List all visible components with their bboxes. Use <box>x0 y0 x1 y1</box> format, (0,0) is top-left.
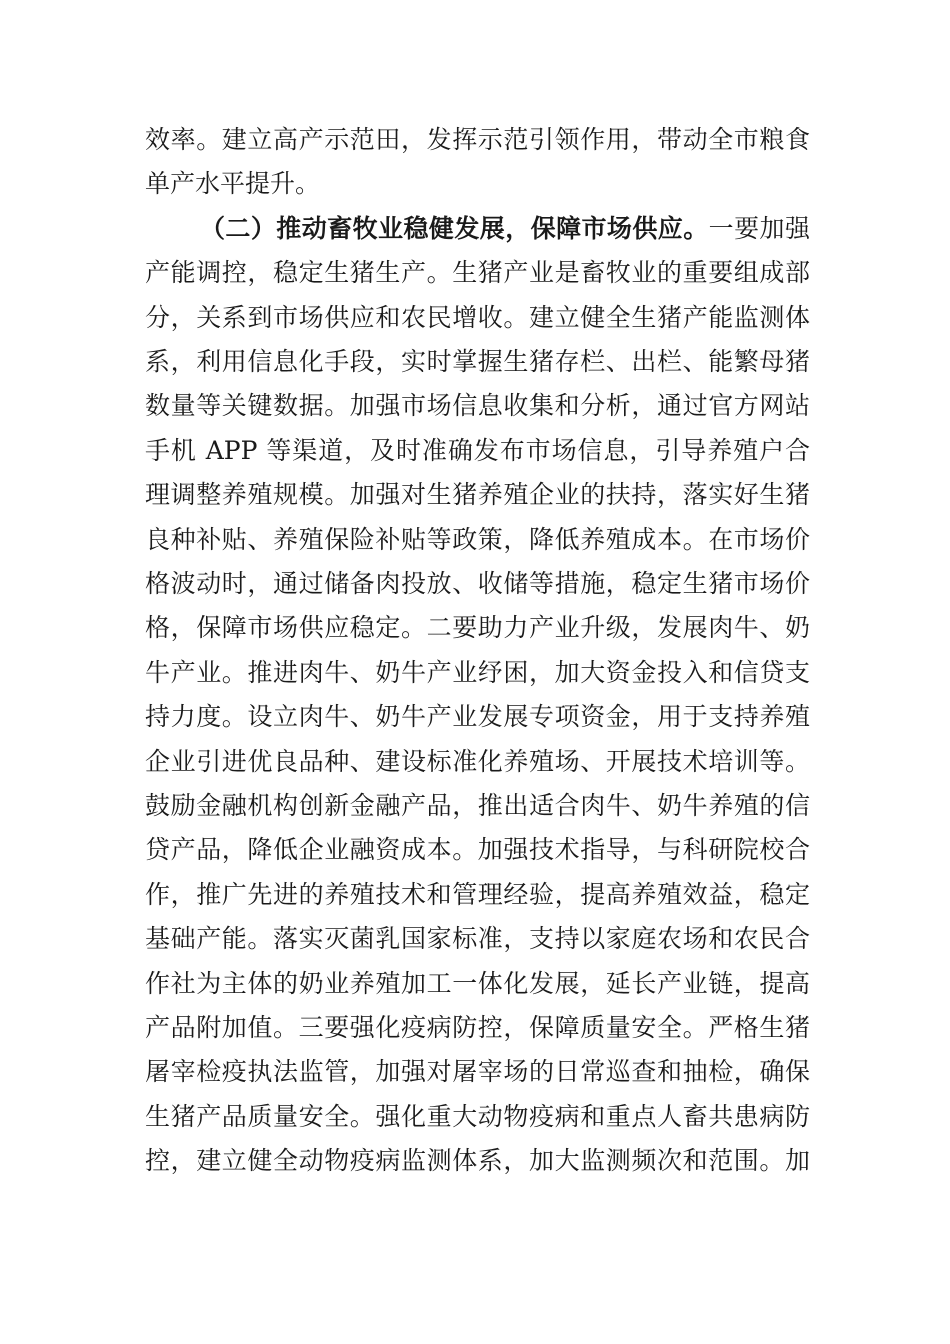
text-line: 格波动时，通过储备肉投放、收储等措施，稳定生猪市场价 <box>145 569 810 598</box>
text-line: 屠宰检疫执法监管，加强对屠宰场的日常巡查和抽检，确保 <box>145 1057 810 1086</box>
text-line: 数量等关键数据。加强市场信息收集和分析，通过官方网站 <box>145 391 810 420</box>
text-line: 牛产业。推进肉牛、奶牛产业纾困，加大资金投入和信贷支 <box>145 658 810 687</box>
text-line: 分，关系到市场供应和农民增收。建立健全生猪产能监测体 <box>145 303 810 332</box>
paragraph-first-line <box>200 206 810 252</box>
text-line: 基础产能。落实灭菌乳国家标准，支持以家庭农场和农民合 <box>145 924 810 953</box>
text-line: 理调整养殖规模。加强对生猪养殖企业的扶持，落实好生猪 <box>145 480 810 509</box>
text-line: 作社为主体的奶业养殖加工一体化发展，延长产业链，提高 <box>145 969 810 998</box>
text-span: 一要加强 <box>708 214 810 243</box>
text-line: 贷产品，降低企业融资成本。加强技术指导，与科研院校合 <box>145 835 810 864</box>
section-heading: （二）推动畜牧业稳健发展，保障市场供应。 <box>200 214 709 243</box>
text-line: 企业引进优良品种、建设标准化养殖场、开展技术培训等。 <box>145 747 810 776</box>
text-line: 生猪产品质量安全。强化重大动物疫病和重点人畜共患病防 <box>145 1102 810 1131</box>
text-line: 作，推广先进的养殖技术和管理经验，提高养殖效益，稳定 <box>145 880 810 909</box>
text-line: 系，利用信息化手段，实时掌握生猪存栏、出栏、能繁母猪 <box>145 347 810 376</box>
text-line: 产品附加值。三要强化疫病防控，保障质量安全。严格生猪 <box>145 1013 810 1042</box>
text-line: 格，保障市场供应稳定。二要助力产业升级，发展肉牛、奶 <box>145 613 810 642</box>
text-line: 效率。建立高产示范田，发挥示范引领作用，带动全市粮食 <box>145 125 810 154</box>
text-line: 持力度。设立肉牛、奶牛产业发展专项资金，用于支持养殖 <box>145 702 810 731</box>
text-line: 手机 APP 等渠道，及时准确发布市场信息，引导养殖户合 <box>145 436 810 465</box>
text-line: 单产水平提升。 <box>145 169 321 198</box>
text-line: 鼓励金融机构创新金融产品，推出适合肉牛、奶牛养殖的信 <box>145 791 810 820</box>
text-line: 产能调控，稳定生猪生产。生猪产业是畜牧业的重要组成部 <box>145 258 810 287</box>
text-line: 良种补贴、养殖保险补贴等政策，降低养殖成本。在市场价 <box>145 525 810 554</box>
text-line: 控，建立健全动物疫病监测体系，加大监测频次和范围。加 <box>145 1146 810 1175</box>
